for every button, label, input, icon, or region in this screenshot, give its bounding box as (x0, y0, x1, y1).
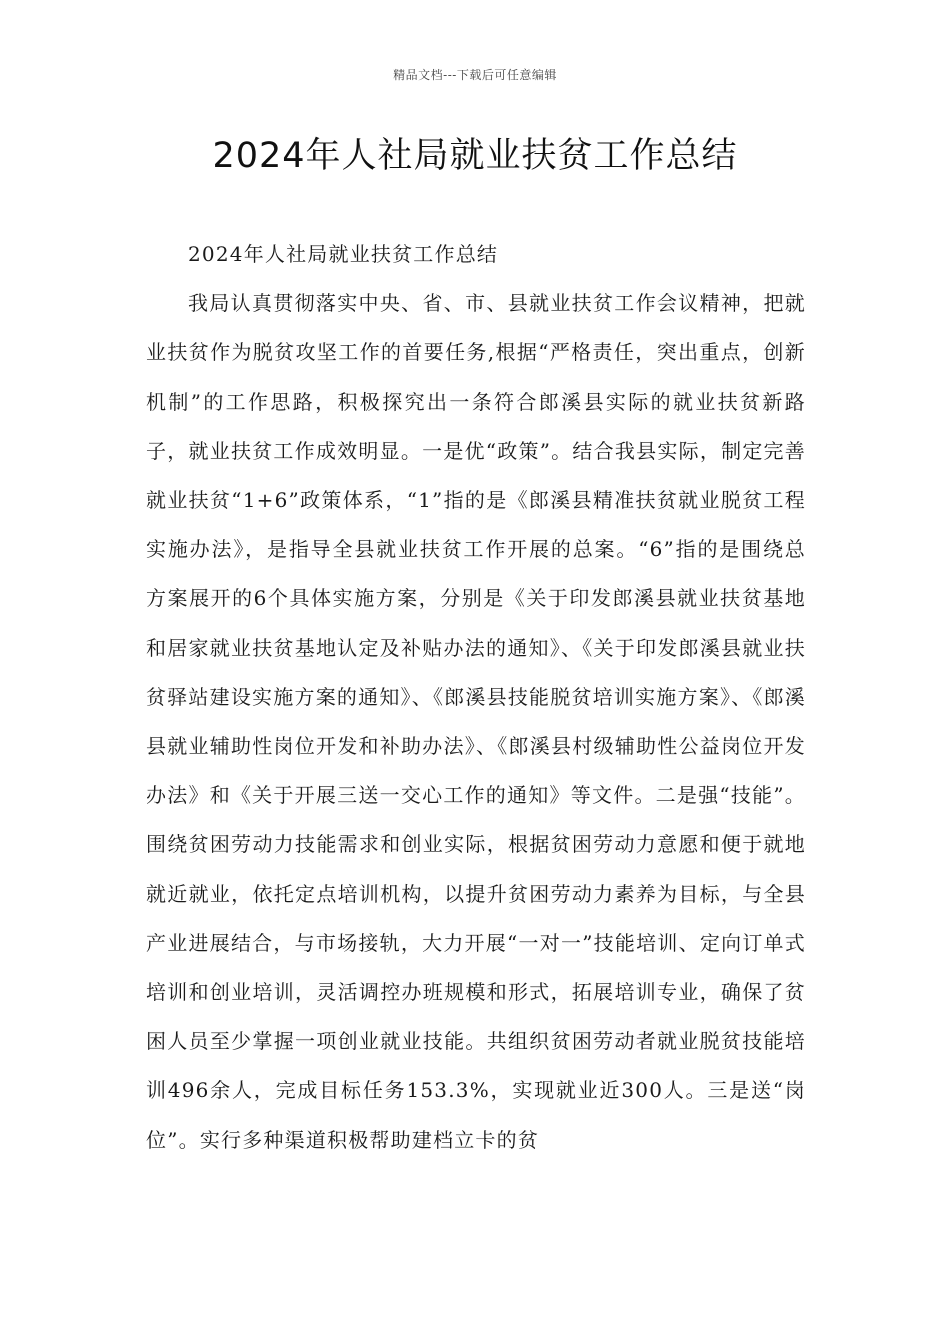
header-note: 精品文档---下载后可任意编辑 (393, 68, 557, 82)
body-paragraph: 我局认真贯彻落实中央、省、市、县就业扶贫工作会议精神，把就业扶贫作为脱贫攻坚工作的首要任务,根据“严格责任，突出重点，创新机制”的工作思路，积极探究出一条符合郎溪县实际的就业扶贫新路子，就业扶贫工作成效明显。一是优“政策”。结合我县实际，制定完善就业扶贫“1+6”政策体系，“1”指的是《郎溪县精准扶贫就业脱贫工程实施办法》，是指导全县就业扶贫工作开展的总案。“6”指的是围绕总方案展开的6个具体实施方案，分别是《关于印发郎溪县就业扶贫基地和居家就业扶贫基地认定及补贴办法的通知》、《关于印发郎溪县就业扶贫驿站建设实施方案的通知》、《郎溪县技能脱贫培训实施方案》、《郎溪县就业辅助性岗位开发和补助办法》、《郎溪县村级辅助性公益岗位开发办法》和《关于开展三送一交心工作的通知》等文件。二是强“技能”。围绕贫困劳动力技能需求和创业实际，根据贫困劳动力意愿和便于就地就近就业，依托定点培训机构，以提升贫困劳动力素养为目标，与全县产业进展结合，与市场接轨，大力开展“一对一”技能培训、定向订单式培训和创业培训，灵活调控办班规模和形式，拓展培训专业，确保了贫困人员至少掌握一项创业就业技能。共组织贫困劳动者就业脱贫技能培训496余人，完成目标任务153.3%，实现就业近300人。三是送“岗位”。实行多种渠道积极帮助建档立卡的贫 (146, 291, 806, 1152)
document-body (146, 230, 806, 1165)
subtitle-paragraph: 2024年人社局就业扶贫工作总结 (188, 242, 499, 266)
document-title: 2024年人社局就业扶贫工作总结 (212, 136, 738, 176)
